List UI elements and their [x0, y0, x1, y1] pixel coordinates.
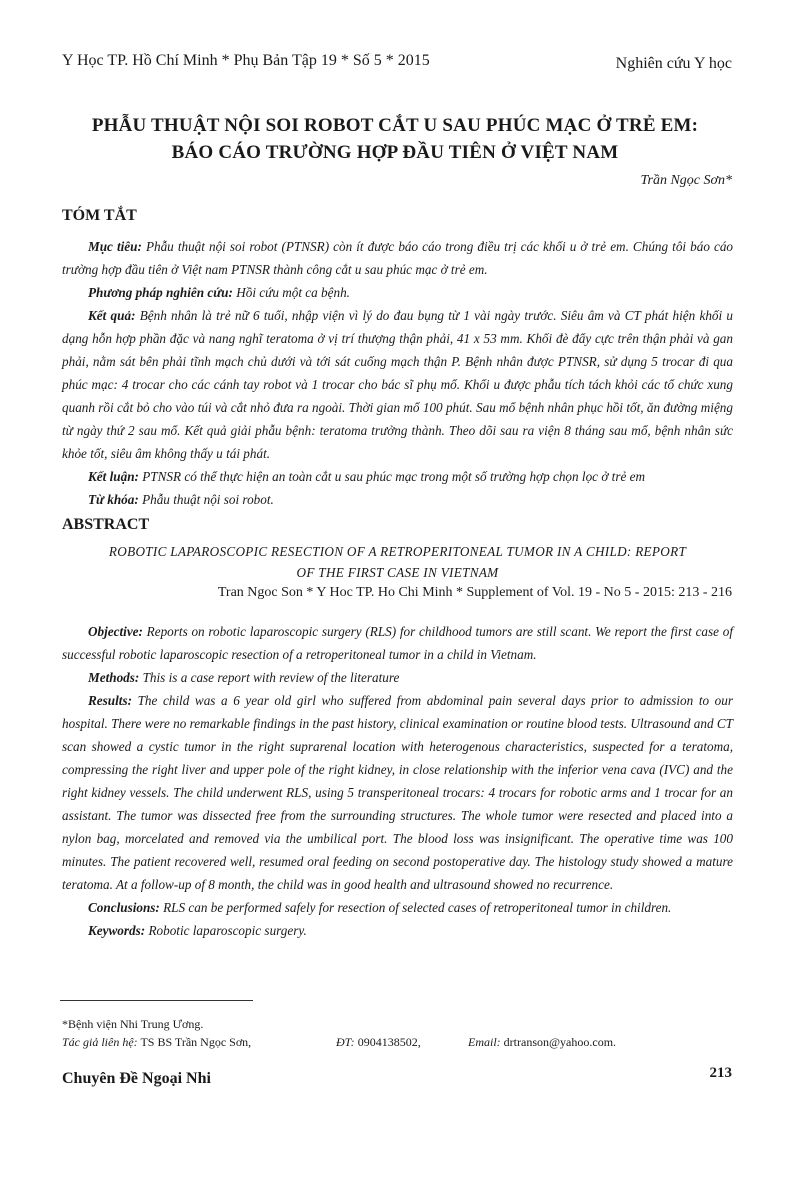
results-text: The child was a 6 year old girl who suffered from abdominal pain several days prior to admission to our hospital. There were no remarkable findings in the past history, clinical examination or routine blood tests. Ultrasound and CT scan showed a cystic tumor in the right suprarenal location with heterogenous characteristics, suspected for a teratoma, compressing the right liver and upper pole of the right kidney, in close relationship with the inferior vena cava (IVC) and the right kidney vessels. The child underwent RLS, using 5 transperitoneal trocars: 4 trocars for robotic arms and 1 trocar for an assistant. The tumor was dissected free from the surrounding structures. The whole tumor were resected and placed into a nylon bag, morcelated and removed via the umbilical port. The blood loss was insignificant. The operative time was 100 minutes. The patient recovered well, resumed oral feeding on second postoperative day. The histology study showed a mature teratoma. At a follow-up of 8 month, the child was in good health and ultrasound showed no recurrence. [62, 693, 733, 892]
tomtat-heading: TÓM TẮT [62, 207, 137, 224]
methods-label: Methods: [88, 670, 140, 685]
phuong-phap-text: Hồi cứu một ca bệnh. [236, 285, 350, 300]
muc-tieu-paragraph [62, 235, 733, 281]
title-line-1: PHẪU THUẬT NỘI SOI ROBOT CẮT U SAU PHÚC MẠC Ở TRẺ EM: [91, 115, 699, 136]
ket-qua-label: Kết quả: [88, 308, 136, 323]
phone-number: 0904138502, [357, 1035, 421, 1049]
keywords-text: Robotic laparoscopic surgery. [148, 923, 307, 938]
footnote-divider [60, 1000, 253, 1001]
phone-label: ĐT: [336, 1035, 355, 1049]
journal-citation-header: Y Học TP. Hồ Chí Minh * Phụ Bản Tập 19 * Số 5 * 2015 [62, 52, 430, 69]
email-label: Email: [468, 1035, 501, 1049]
objective-label: Objective: [88, 624, 143, 639]
tu-khoa-text: Phẫu thuật nội soi robot. [142, 492, 274, 507]
abstract-citation: Tran Ngoc Son * Y Hoc TP. Ho Chi Minh * Supplement of Vol. 19 - No 5 - 2015: 213 - 216 [217, 585, 732, 600]
contact-label: Tác giả liên hệ: [62, 1035, 138, 1049]
article-title [60, 112, 730, 166]
keywords-paragraph [62, 919, 733, 942]
tu-khoa-label: Từ khóa: [88, 492, 139, 507]
title-line-2: BÁO CÁO TRƯỜNG HỢP ĐẦU TIÊN Ở VIỆT NAM [171, 142, 619, 163]
email-address: drtranson@yahoo.com. [503, 1035, 617, 1049]
abstract-title [62, 541, 733, 583]
conclusions-label: Conclusions: [88, 900, 160, 915]
conclusions-text: RLS can be performed safely for resection of selected cases of retroperitoneal tumor in children. [163, 900, 672, 915]
abstract-heading: ABSTRACT [62, 516, 150, 533]
footnote-affiliation: *Bệnh viện Nhi Trung Ương. [62, 1017, 204, 1031]
phone [336, 1035, 421, 1050]
contact-name: TS BS Trần Ngọc Sơn, [140, 1035, 252, 1049]
objective-text: Reports on robotic laparoscopic surgery (RLS) for childhood tumors are still scant. We report the first case of successful robotic laparoscopic resection of a retroperitoneal tumor in a child in Vietnam. [62, 624, 734, 662]
conclusions-paragraph [62, 896, 733, 919]
running-header [62, 52, 732, 74]
phuong-phap-label: Phương pháp nghiên cứu: [88, 285, 233, 300]
ket-luan-paragraph [62, 465, 733, 488]
email [468, 1035, 616, 1050]
abstract-body [62, 620, 733, 942]
section-header: Nghiên cứu Y học [615, 55, 732, 72]
muc-tieu-label: Mục tiêu: [88, 239, 142, 254]
page-number: 213 [709, 1065, 732, 1081]
methods-paragraph [62, 666, 733, 689]
results-label: Results: [88, 693, 132, 708]
abstract-title-line-1: ROBOTIC LAPAROSCOPIC RESECTION OF A RETROPERITONEAL TUMOR IN A CHILD: REPORT [108, 544, 687, 559]
ket-luan-text: PTNSR có thể thực hiện an toàn cắt u sau phúc mạc trong một số trường hợp chọn lọc ở trẻ em [142, 469, 645, 484]
ket-qua-paragraph [62, 304, 733, 465]
tomtat-body [62, 235, 733, 511]
results-paragraph [62, 689, 733, 896]
footnote-contact [62, 1035, 733, 1051]
objective-paragraph [62, 620, 733, 666]
ket-luan-label: Kết luận: [88, 469, 139, 484]
ket-qua-text: Bệnh nhân là trẻ nữ 6 tuổi, nhập viện vì lý do đau bụng từ 1 vài ngày trước. Siêu âm và CT phát hiện khối u dạng hỗn hợp phần đặc và nang nghĩ teratoma ở vị trí thượng thận phải, 41 x 53 mm. Khối đè đẩy cực trên thận phải và gan phải, nằm sát bên phải tĩnh mạch chủ dưới và tới sát cuống mạch thận P. Bệnh nhân được PTNSR, sử dụng 5 trocar đi qua phúc mạc: 4 trocar cho các cánh tay robot và 1 trocar cho bác sĩ phụ mổ. Khối u được phẫu tích tách khỏi các tổ chức xung quanh rồi cắt bỏ cho vào túi và cắt nhỏ đưa ra ngoài. Thời gian mổ 100 phút. Sau mổ bệnh nhân phục hồi tốt, ăn đường miệng từ ngày thứ 2 sau mổ. Kết quả giải phẫu bệnh: teratoma trưởng thành. Theo dõi sau ra viện 8 tháng sau mổ, bệnh nhân sức khỏe tốt, siêu âm không thấy u tái phát. [62, 308, 733, 461]
phuong-phap-paragraph [62, 281, 733, 304]
footer-section-title: Chuyên Đề Ngoại Nhi [62, 1070, 211, 1087]
muc-tieu-text: Phẫu thuật nội soi robot (PTNSR) còn ít được báo cáo trong điều trị các khối u ở trẻ em. Chúng tôi báo cáo trường hợp đầu tiên ở Việt nam PTNSR thành công cắt u sau phúc mạc ở trẻ em. [62, 239, 734, 277]
contact [62, 1035, 251, 1050]
methods-text: This is a case report with review of the literature [142, 670, 400, 685]
abstract-title-line-2: OF THE FIRST CASE IN VIETNAM [296, 565, 499, 580]
tu-khoa-paragraph [62, 488, 733, 511]
author: Trần Ngọc Sơn* [640, 173, 732, 188]
keywords-label: Keywords: [88, 923, 146, 938]
